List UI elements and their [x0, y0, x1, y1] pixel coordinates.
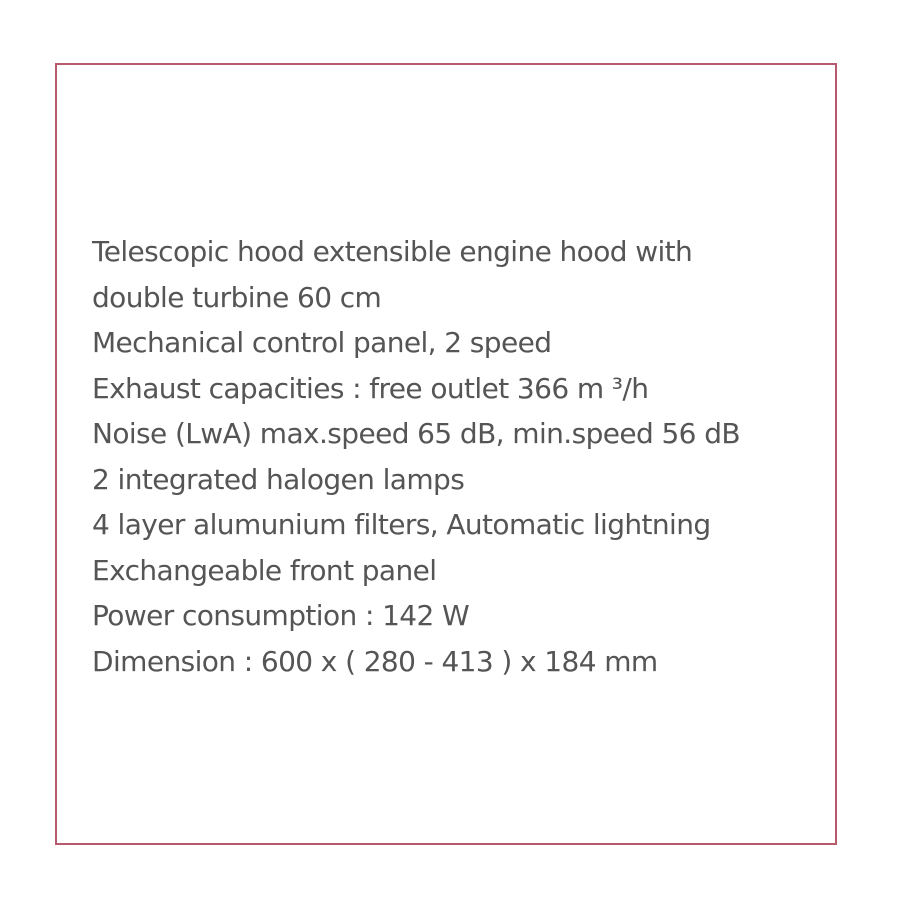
spec-list: [92, 229, 832, 684]
spec-line-front-panel: Exchangeable front panel: [92, 553, 437, 587]
spec-line-description-1: Telescopic hood extensible engine hood with: [92, 235, 693, 268]
spec-line-description-2: double turbine 60 cm: [92, 280, 382, 314]
spec-line-filters: 4 layer alumunium filters, Automatic lightning: [92, 508, 711, 541]
spec-line-power: Power consumption : 142 W: [92, 599, 470, 632]
spec-line-noise: Noise (LwA) max.speed 65 dB, min.speed 56 dB: [92, 417, 740, 450]
spec-line-lamps: 2 integrated halogen lamps: [92, 462, 465, 496]
spec-line-dimension: Dimension : 600 x ( 280 - 413 ) x 184 mm: [92, 644, 658, 678]
spec-line-exhaust-capacity: Exhaust capacities : free outlet 366 m ³/h: [92, 371, 649, 405]
spec-line-control-panel: Mechanical control panel, 2 speed: [92, 326, 552, 359]
